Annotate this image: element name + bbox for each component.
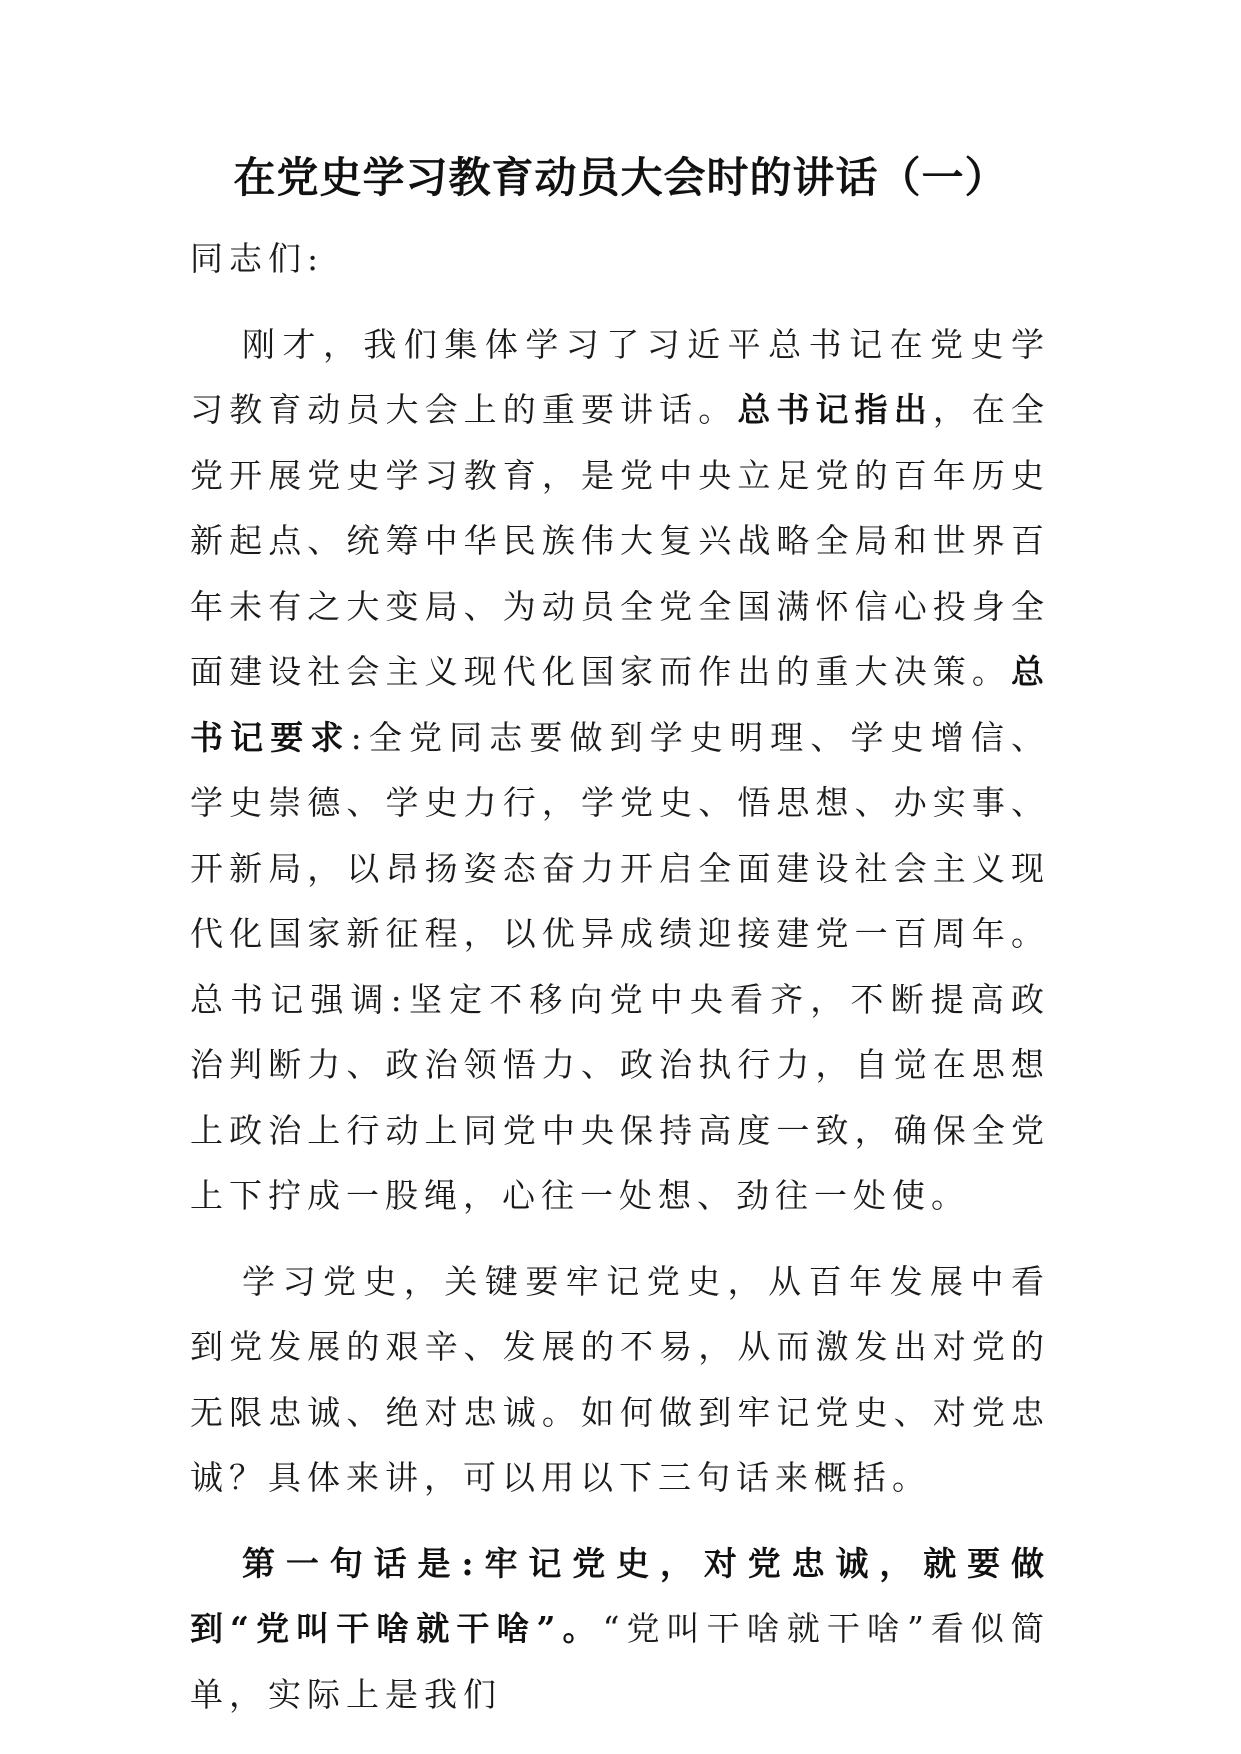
paragraph-3-heading: 第一句话是:牢记党史，对党忠诚，就要做到“党叫干啥就干啥”。 (190, 1543, 1050, 1648)
paragraph-1-text-c: :全党同志要做到学史明理、学史增信、学史崇德、学史力行，学党史、悟思想、办实事、开新局，以昂扬姿态奋力开启全面建设社会主义现代化国家新征程，以优异成绩迎接建党一百周年。总书记强调:坚定不移向党中央看齐，不断提高政治判断力、政治领悟力、政治执行力，自觉在思想上政治上行动上同党中央保持高度一致，确保全党上下拧成一股绳，心往一处想、劲往一处使。 (190, 717, 1051, 1215)
paragraph-1-text-a: 刚才，我们集体学习了习近平总书记在党史学习教育动员大会上的重要讲话。 (190, 324, 1050, 429)
paragraph-1-text-b: ，在全党开展党史学习教育，是党中央立足党的百年历史新起点、统筹中华民族伟大复兴战略全局和世界百年未有之大变局、为动员全党全国满怀信心投身全面建设社会主义现代化国家而作出的重大决策。 (190, 390, 1051, 691)
paragraph-3 (190, 1531, 1050, 1728)
paragraph-1-emphasis-b: 总书记要求 (190, 652, 1050, 757)
document-title: 在党史学习教育动员大会时的讲话（一） (233, 153, 1008, 202)
paragraph-3-text: “党叫干啥就干啥”看似简单，实际上是我们 (190, 1609, 1050, 1714)
paragraph-1 (190, 312, 1050, 1229)
salutation: 同志们: (190, 239, 325, 278)
document-body (190, 226, 1050, 1727)
paragraph-1-emphasis-a: 总书记指出 (737, 390, 933, 429)
paragraph-2: 学习党史，关键要牢记党史，从百年发展中看到党发展的艰辛、发展的不易，从而激发出对党的无限忠诚、绝对忠诚。如何做到牢记党史、对党忠诚？具体来讲，可以用以下三句话来概括。 (190, 1261, 1050, 1497)
